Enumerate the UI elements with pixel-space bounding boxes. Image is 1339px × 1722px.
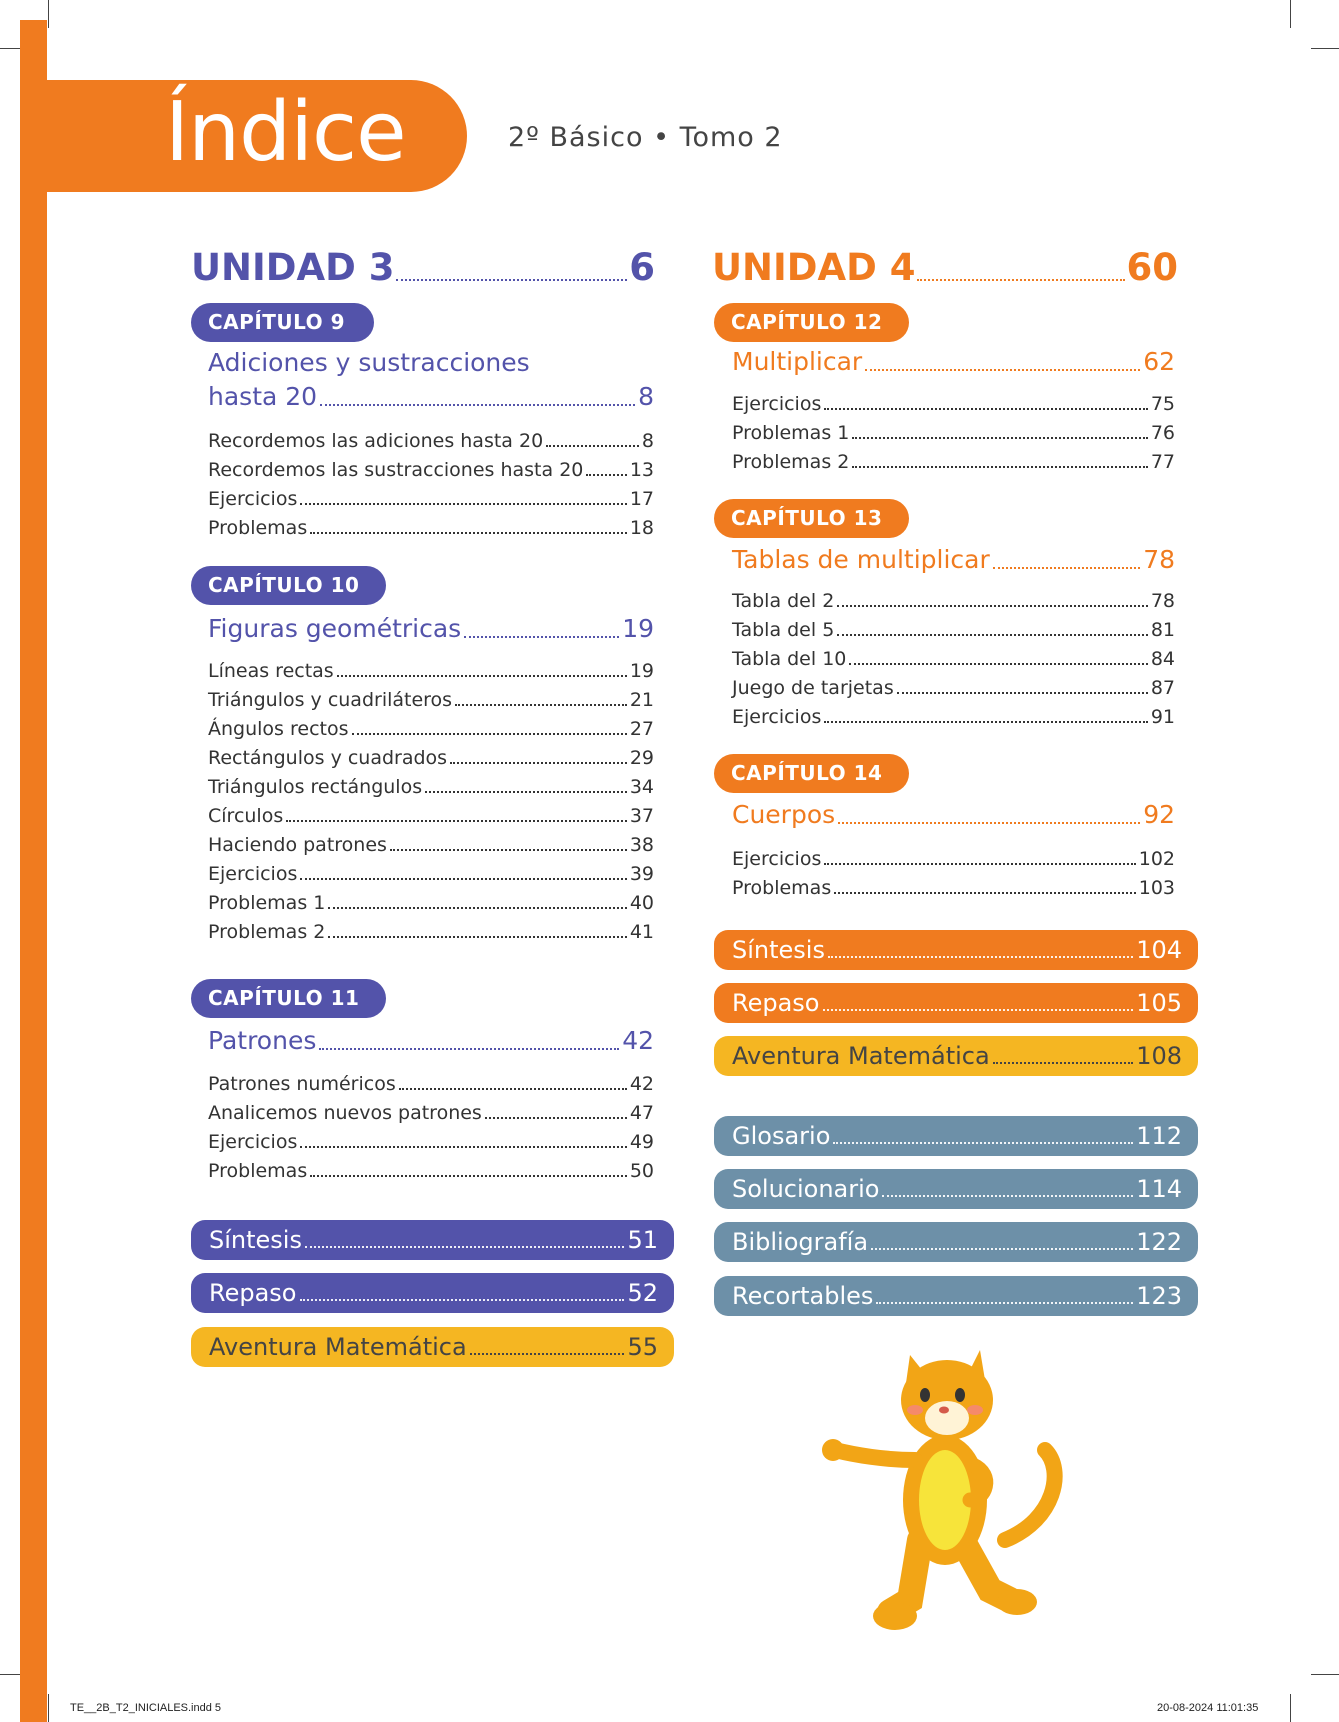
crop-mark [1311, 1674, 1339, 1675]
chapter-13-badge: CAPÍTULO 13 [714, 499, 909, 538]
toc-item-label: Analicemos nuevos patrones [208, 1102, 482, 1124]
bar-label: Repaso [732, 989, 820, 1017]
toc-item[interactable] [208, 805, 654, 827]
chapter-13-page: 78 [1143, 545, 1175, 574]
chapter-10-title-text: Figuras geométricas [208, 614, 462, 643]
chapter-10-page: 19 [622, 614, 654, 643]
toc-item[interactable] [208, 892, 654, 914]
bar-page: 122 [1136, 1228, 1182, 1256]
toc-item[interactable] [208, 430, 654, 452]
leader-dots [464, 636, 619, 638]
chapter-9-page: 8 [638, 382, 654, 411]
leader-dots [300, 1146, 626, 1148]
toc-item-label: Ejercicios [208, 1131, 298, 1153]
bar-label: Bibliografía [732, 1228, 869, 1256]
leader-dots [328, 907, 626, 909]
toc-item[interactable] [208, 660, 654, 682]
glosario-bar[interactable] [714, 1116, 1198, 1156]
chapter-9-title-line1[interactable] [208, 348, 530, 377]
bibliografia-bar[interactable] [714, 1222, 1198, 1262]
toc-item[interactable] [208, 1131, 654, 1153]
toc-item-page: 38 [629, 834, 654, 856]
leader-dots [305, 1246, 624, 1248]
leader-dots [865, 369, 1140, 371]
crop-mark [48, 1694, 49, 1722]
bar-page: 52 [627, 1279, 658, 1307]
toc-item-label: Problemas 1 [208, 892, 326, 914]
chapter-11-page: 42 [622, 1026, 654, 1055]
toc-item-label: Juego de tarjetas [732, 677, 894, 699]
footer-file: TE__2B_T2_INICIALES.indd 5 [70, 1702, 222, 1714]
leader-dots [852, 466, 1147, 468]
toc-item-page: 102 [1138, 848, 1175, 870]
toc-item-page: 47 [629, 1102, 654, 1124]
leader-dots [852, 437, 1147, 439]
leader-dots [320, 404, 635, 406]
toc-item-label: Patrones numéricos [208, 1073, 396, 1095]
leader-dots [876, 1302, 1133, 1304]
page-title: Índice [165, 85, 406, 180]
unit-3-aventura-bar[interactable] [191, 1327, 674, 1367]
toc-item-label: Ángulos rectos [208, 718, 349, 740]
chapter-13-title[interactable] [732, 545, 1175, 574]
leader-dots [450, 762, 627, 764]
footer-timestamp: 20-08-2024 11:01:35 [1157, 1702, 1259, 1714]
leader-dots [993, 1062, 1134, 1064]
toc-item[interactable] [208, 1073, 654, 1095]
leader-dots [310, 1175, 627, 1177]
recortables-bar[interactable] [714, 1276, 1198, 1316]
toc-item-label: Triángulos y cuadriláteros [208, 689, 453, 711]
toc-item-label: Ejercicios [732, 848, 822, 870]
leader-dots [310, 532, 627, 534]
toc-item-page: 27 [629, 718, 654, 740]
bar-label: Glosario [732, 1122, 831, 1150]
bar-label: Repaso [209, 1279, 297, 1307]
chapter-14-title[interactable] [732, 800, 1175, 829]
chapter-9-title-text: hasta 20 [208, 382, 318, 411]
toc-item-page: 78 [1150, 590, 1175, 612]
leader-dots [828, 956, 1133, 958]
unit-4-page: 60 [1126, 246, 1178, 289]
bar-page: 108 [1136, 1042, 1182, 1070]
chapter-13-title-text: Tablas de multiplicar [732, 545, 990, 574]
toc-item-page: 34 [629, 776, 654, 798]
unit-4-aventura-bar[interactable] [714, 1036, 1198, 1076]
leader-dots [834, 892, 1136, 894]
solucionario-bar[interactable] [714, 1169, 1198, 1209]
unit-3-repaso-bar[interactable] [191, 1273, 674, 1313]
toc-item[interactable] [208, 776, 654, 798]
leader-dots [838, 822, 1140, 824]
toc-item-label: Problemas [208, 1160, 308, 1182]
toc-item-label: Tabla del 5 [732, 619, 835, 641]
bar-label: Aventura Matemática [732, 1042, 990, 1070]
leader-dots [286, 820, 627, 822]
toc-item-label: Ejercicios [208, 488, 298, 510]
toc-item-label: Círculos [208, 805, 284, 827]
leader-dots [396, 279, 627, 281]
toc-item-page: 18 [629, 517, 654, 539]
bar-label: Síntesis [732, 936, 825, 964]
leader-dots [300, 503, 626, 505]
toc-item-page: 37 [629, 805, 654, 827]
unit-3-sintesis-bar[interactable] [191, 1220, 674, 1260]
chapter-12-title[interactable] [732, 347, 1175, 376]
unit-4-label: UNIDAD 4 [712, 246, 916, 289]
toc-item[interactable] [208, 517, 654, 539]
toc-item[interactable] [208, 1102, 654, 1124]
chapter-11-badge: CAPÍTULO 11 [191, 979, 386, 1018]
toc-item[interactable] [208, 459, 654, 481]
toc-item-label: Ejercicios [732, 706, 822, 728]
toc-item[interactable] [732, 848, 1175, 870]
toc-item-label: Haciendo patrones [208, 834, 387, 856]
bar-page: 105 [1136, 989, 1182, 1017]
leader-dots [455, 704, 627, 706]
chapter-14-page: 92 [1143, 800, 1175, 829]
toc-item-label: Problemas 2 [208, 921, 326, 943]
leader-dots [833, 1142, 1133, 1144]
leader-dots [837, 605, 1148, 607]
toc-item-label: Problemas [208, 517, 308, 539]
toc-item-page: 84 [1150, 648, 1175, 670]
toc-item-page: 75 [1150, 393, 1175, 415]
leader-dots [485, 1117, 627, 1119]
chapter-12-page: 62 [1143, 347, 1175, 376]
leader-dots [823, 1009, 1134, 1011]
toc-item-page: 29 [629, 747, 654, 769]
toc-item[interactable] [208, 863, 654, 885]
orange-sidebar [20, 20, 47, 1722]
chapter-9-title-text: Adiciones y sustracciones [208, 348, 530, 377]
chapter-10-title[interactable] [208, 614, 654, 643]
toc-item-label: Problemas 2 [732, 451, 850, 473]
bar-page: 55 [627, 1333, 658, 1361]
crop-mark [1290, 0, 1291, 28]
leader-dots [849, 663, 1147, 665]
toc-item[interactable] [208, 921, 654, 943]
page-subtitle: 2º Básico • Tomo 2 [508, 122, 783, 153]
unit-4-repaso-bar[interactable] [714, 983, 1198, 1023]
chapter-12-title-text: Multiplicar [732, 347, 863, 376]
leader-dots [917, 279, 1124, 281]
leader-dots [470, 1353, 625, 1355]
leader-dots [586, 474, 626, 476]
toc-item-page: 13 [629, 459, 654, 481]
toc-item-page: 19 [629, 660, 654, 682]
toc-item-label: Tabla del 10 [732, 648, 847, 670]
leader-dots [882, 1195, 1133, 1197]
leader-dots [824, 408, 1147, 410]
toc-item-page: 21 [629, 689, 654, 711]
leader-dots [824, 721, 1147, 723]
leader-dots [352, 733, 627, 735]
toc-item-page: 103 [1138, 877, 1175, 899]
toc-item[interactable] [208, 1160, 654, 1182]
toc-item[interactable] [732, 677, 1175, 699]
toc-item[interactable] [732, 619, 1175, 641]
bar-page: 114 [1136, 1175, 1182, 1203]
toc-item-label: Ejercicios [208, 863, 298, 885]
unit-4-sintesis-bar[interactable] [714, 930, 1198, 970]
toc-item-label: Problemas [732, 877, 832, 899]
chapter-11-title[interactable] [208, 1026, 654, 1055]
toc-item[interactable] [208, 689, 654, 711]
toc-item-label: Líneas rectas [208, 660, 334, 682]
crop-mark [1311, 48, 1339, 49]
leader-dots [300, 878, 626, 880]
bar-page: 51 [627, 1226, 658, 1254]
toc-item[interactable] [732, 877, 1175, 899]
bar-label: Recortables [732, 1282, 874, 1310]
toc-item-page: 17 [629, 488, 654, 510]
toc-item-page: 40 [629, 892, 654, 914]
toc-item[interactable] [732, 648, 1175, 670]
toc-item-page: 8 [641, 430, 654, 452]
bar-label: Síntesis [209, 1226, 302, 1254]
toc-item[interactable] [208, 488, 654, 510]
chapter-14-title-text: Cuerpos [732, 800, 836, 829]
leader-dots [399, 1088, 627, 1090]
toc-item-page: 49 [629, 1131, 654, 1153]
bar-label: Aventura Matemática [209, 1333, 467, 1361]
toc-item-page: 76 [1150, 422, 1175, 444]
unit-3-label: UNIDAD 3 [191, 246, 395, 289]
leader-dots [546, 445, 639, 447]
leader-dots [300, 1299, 625, 1301]
toc-item-label: Rectángulos y cuadrados [208, 747, 448, 769]
crop-mark [48, 0, 49, 28]
cat-mascot-icon [815, 1350, 1105, 1640]
bar-page: 112 [1136, 1122, 1182, 1150]
toc-item-label: Triángulos rectángulos [208, 776, 423, 798]
toc-item-page: 87 [1150, 677, 1175, 699]
chapter-10-badge: CAPÍTULO 10 [191, 566, 386, 605]
toc-item[interactable] [208, 834, 654, 856]
toc-item-page: 41 [629, 921, 654, 943]
toc-item-label: Problemas 1 [732, 422, 850, 444]
toc-item[interactable] [732, 393, 1175, 415]
unit-3-heading[interactable] [191, 246, 655, 289]
toc-item[interactable] [732, 590, 1175, 612]
bar-page: 123 [1136, 1282, 1182, 1310]
toc-item-label: Ejercicios [732, 393, 822, 415]
toc-item[interactable] [208, 718, 654, 740]
leader-dots [328, 936, 626, 938]
chapter-14-badge: CAPÍTULO 14 [714, 754, 909, 793]
toc-item[interactable] [732, 706, 1175, 728]
toc-item-page: 91 [1150, 706, 1175, 728]
chapter-9-badge: CAPÍTULO 9 [191, 303, 374, 342]
leader-dots [897, 692, 1148, 694]
leader-dots [824, 863, 1135, 865]
unit-4-heading[interactable] [712, 246, 1178, 289]
leader-dots [337, 675, 627, 677]
toc-item-label: Recordemos las adiciones hasta 20 [208, 430, 544, 452]
crop-mark [1290, 1694, 1291, 1722]
leader-dots [837, 634, 1148, 636]
leader-dots [871, 1248, 1133, 1250]
toc-item[interactable] [732, 422, 1175, 444]
toc-item[interactable] [732, 451, 1175, 473]
chapter-12-badge: CAPÍTULO 12 [714, 303, 909, 342]
unit-3-page: 6 [629, 246, 655, 289]
toc-item-page: 50 [629, 1160, 654, 1182]
toc-item-page: 39 [629, 863, 654, 885]
leader-dots [319, 1048, 619, 1050]
toc-item[interactable] [208, 747, 654, 769]
toc-item-label: Tabla del 2 [732, 590, 835, 612]
chapter-9-title-line2[interactable] [208, 382, 654, 411]
bar-label: Solucionario [732, 1175, 880, 1203]
bar-page: 104 [1136, 936, 1182, 964]
toc-item-label: Recordemos las sustracciones hasta 20 [208, 459, 584, 481]
toc-item-page: 42 [629, 1073, 654, 1095]
toc-item-page: 77 [1150, 451, 1175, 473]
leader-dots [425, 791, 627, 793]
chapter-11-title-text: Patrones [208, 1026, 317, 1055]
toc-item-page: 81 [1150, 619, 1175, 641]
leader-dots [390, 849, 627, 851]
leader-dots [993, 567, 1140, 569]
